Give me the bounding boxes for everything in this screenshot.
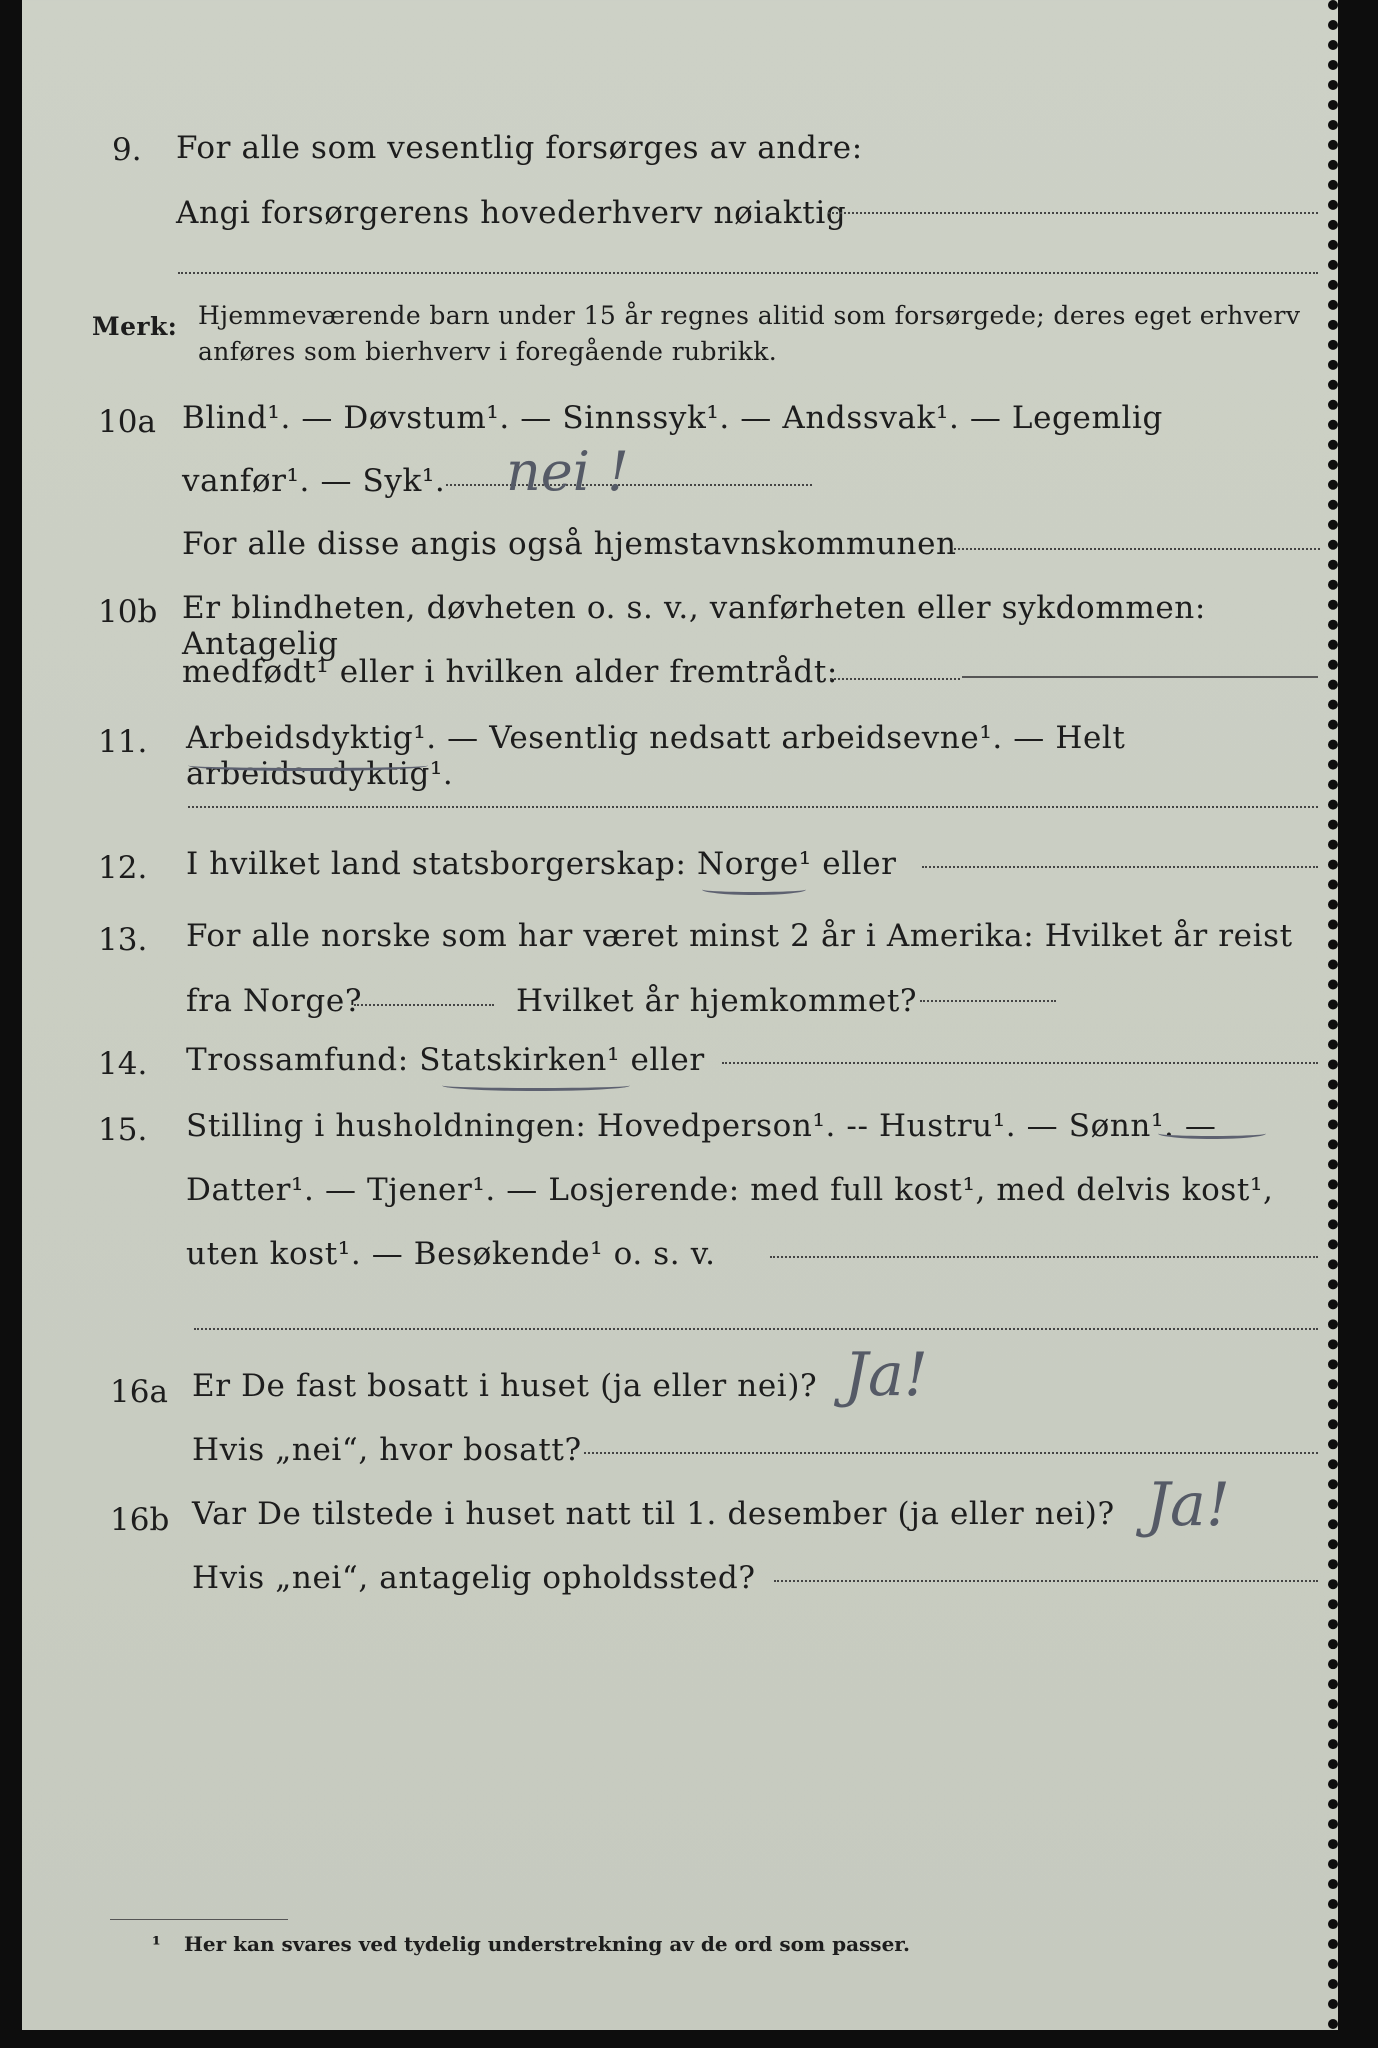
q12-underline-mark bbox=[702, 884, 806, 895]
q14-text: Trossamfund: Statskirken¹ eller bbox=[186, 1042, 705, 1078]
merk-line-2: anføres som bierhverv i foregående rubrikk. bbox=[198, 337, 778, 366]
q13-answer-line-1 bbox=[354, 1004, 494, 1006]
q10b-number: 10b bbox=[98, 594, 158, 630]
footnote-marker: ¹ bbox=[152, 1932, 161, 1956]
q13-line-2b: Hvilket år hjemkommet? bbox=[516, 983, 918, 1019]
q16a-sub: Hvis „nei“, hvor bosatt? bbox=[192, 1432, 582, 1468]
q9-sub: Angi forsørgerens hovederhverv nøiaktig bbox=[176, 195, 847, 231]
q9-text: For alle som vesentlig forsørges av andre: bbox=[176, 130, 863, 166]
q10a-line-1: Blind¹. — Døvstum¹. — Sinnssyk¹. — Andssvak¹. — Legemlig bbox=[182, 400, 1163, 436]
q16a-handwritten-answer: Ja! bbox=[844, 1340, 928, 1410]
q15-number: 15. bbox=[98, 1112, 148, 1148]
census-form-page bbox=[22, 0, 1338, 2030]
q11-text: Arbeidsdyktig¹. — Vesentlig nedsatt arbeidsevne¹. — Helt arbeidsudyktig¹. bbox=[186, 720, 1126, 792]
q16b-answer-line bbox=[774, 1580, 1318, 1582]
q15-line-1: Stilling i husholdningen: Hovedperson¹. -- Hustru¹. — Sønn¹. — bbox=[186, 1108, 1217, 1144]
q10a-answer-line bbox=[446, 484, 812, 486]
q10a-line-3: For alle disse angis også hjemstavnskommunen bbox=[182, 526, 957, 562]
q9-number: 9. bbox=[112, 132, 142, 168]
q10b-answer-line bbox=[962, 676, 1318, 678]
q15-line-2: Datter¹. — Tjener¹. — Losjerende: med full kost¹, med delvis kost¹, bbox=[186, 1172, 1274, 1208]
footnote-rule bbox=[110, 1919, 288, 1920]
q9-answer-line-2 bbox=[178, 272, 1318, 274]
q11-number: 11. bbox=[98, 724, 148, 760]
q10a-handwritten-answer: nei ! bbox=[506, 440, 629, 503]
q16a-answer-line bbox=[584, 1452, 1318, 1454]
q14-underline-mark bbox=[442, 1080, 630, 1091]
q16a-number: 16a bbox=[110, 1374, 168, 1410]
q15-answer-line-2 bbox=[194, 1328, 1318, 1330]
q13-line-2a: fra Norge? bbox=[186, 983, 363, 1019]
q10a-answer-line-2 bbox=[954, 548, 1320, 550]
q16b-number: 16b bbox=[110, 1502, 170, 1538]
q16a-text: Er De fast bosatt i huset (ja eller nei)? bbox=[192, 1368, 818, 1404]
q16b-sub: Hvis „nei“, antagelig opholdssted? bbox=[192, 1560, 756, 1596]
q13-line-1: For alle norske som har været minst 2 år i Amerika: Hvilket år reist bbox=[186, 918, 1293, 954]
q10b-line-1: Er blindheten, døvheten o. s. v., vanførheten eller sykdommen: Antagelig bbox=[182, 590, 1206, 662]
q15-underline-mark bbox=[1158, 1128, 1266, 1139]
q15-line-3: uten kost¹. — Besøkende¹ o. s. v. bbox=[186, 1236, 716, 1272]
q11-underline-mark bbox=[188, 760, 428, 771]
q12-answer-line bbox=[922, 866, 1318, 868]
q16b-text: Var De tilstede i huset natt til 1. desember (ja eller nei)? bbox=[192, 1496, 1115, 1532]
q15-answer-line bbox=[770, 1256, 1318, 1258]
q14-answer-line bbox=[722, 1062, 1318, 1064]
footnote-text: Her kan svares ved tydelig understrekning av de ord som passer. bbox=[184, 1932, 910, 1956]
q11-answer-line bbox=[188, 806, 1318, 808]
q10a-number: 10a bbox=[98, 404, 156, 440]
q10a-line-2: vanfør¹. — Syk¹. bbox=[182, 463, 446, 499]
q10b-line-2: medfødt¹ eller i hvilken alder fremtrådt: bbox=[182, 654, 838, 690]
q12-number: 12. bbox=[98, 850, 148, 886]
q9-answer-line bbox=[828, 212, 1318, 214]
q16b-handwritten-answer: Ja! bbox=[1146, 1470, 1230, 1540]
q10b-answer-dots bbox=[830, 678, 960, 680]
q13-number: 13. bbox=[98, 922, 148, 958]
q13-answer-line-2 bbox=[920, 1000, 1056, 1002]
q14-number: 14. bbox=[98, 1046, 148, 1082]
merk-label: Merk: bbox=[92, 312, 178, 341]
merk-line-1: Hjemmeværende barn under 15 år regnes alitid som forsørgede; deres eget erhverv bbox=[198, 301, 1301, 330]
q12-text: I hvilket land statsborgerskap: Norge¹ eller bbox=[186, 846, 897, 882]
